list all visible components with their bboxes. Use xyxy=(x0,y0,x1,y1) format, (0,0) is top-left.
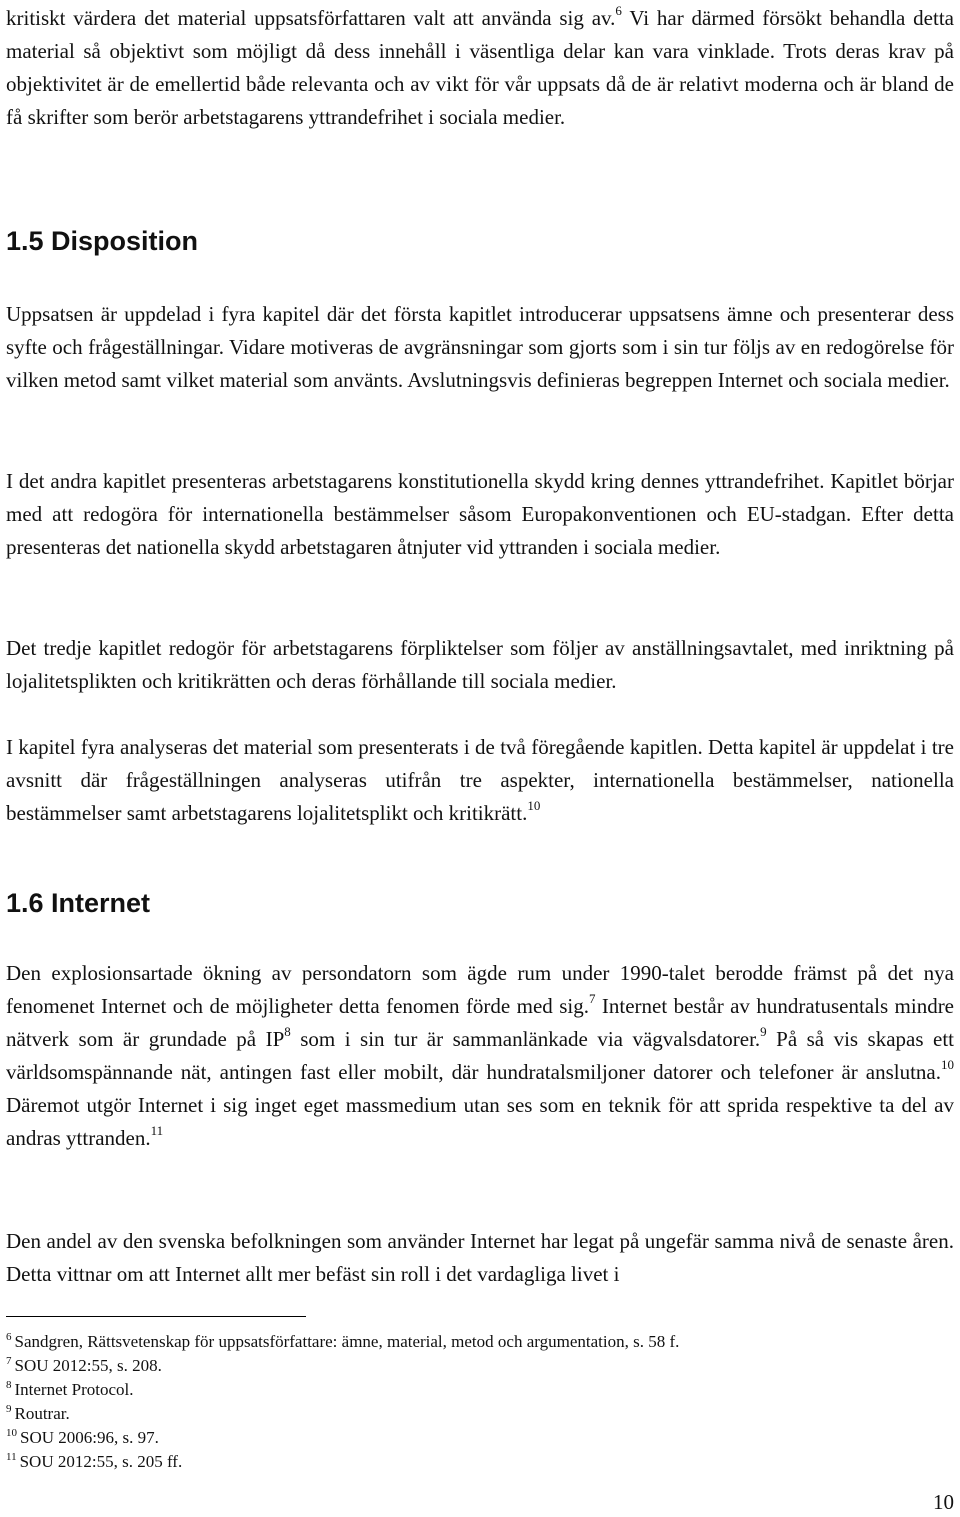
footnote-text: Sandgren, Rättsvetenskap för uppsatsförfattare: ämne, material, metod och argumentation, s. 58 f. xyxy=(14,1332,680,1351)
footnote-ref: 10 xyxy=(941,1057,954,1072)
footnote-number: 6 xyxy=(6,1331,12,1343)
footnote-number: 10 xyxy=(6,1427,17,1439)
footnote-text: Routrar. xyxy=(14,1404,70,1423)
footnote-number: 7 xyxy=(6,1355,12,1367)
internet-paragraph: Den andel av den svenska befolkningen som använder Internet har legat på ungefär samma nivå de senaste åren. Detta vittnar om att Internet allt mer befäst sin roll i det vardagliga livet i xyxy=(6,1229,954,1286)
intro-text: kritiskt värdera det material uppsatsförfattaren valt att använda sig av. xyxy=(6,6,616,30)
disposition-paragraph: Det tredje kapitlet redogör för arbetstagarens förpliktelser som följer av anställningsavtalet, med inriktning på lojalitetsplikten och kritikrätten och deras förhållande till sociala medier. xyxy=(6,636,954,693)
disposition-paragraph xyxy=(6,731,954,830)
paragraph-text: Internet består av hundratusentals mindre nätverk som är grundade på IP xyxy=(6,994,955,1051)
paragraph-text: Däremot utgör Internet i sig inget eget massmedium utan ses som en teknik för att sprida respektive ta del av andras yttranden. xyxy=(6,1093,954,1150)
footnote xyxy=(6,1332,679,1352)
footnote-number: 8 xyxy=(6,1379,12,1391)
paragraph-text: Den explosionsartade ökning av persondatorn som ägde rum under 1990-talet berodde främst på det nya fenomenet Internet och de möjligheter detta fenomen förde med sig. xyxy=(6,961,954,1018)
disposition-paragraph: Uppsatsen är uppdelad i fyra kapitel där det första kapitlet introducerar uppsatsens ämne och presenterar dess syfte och frågeställningar. Vidare motiveras de avgränsningar som gjorts som i sin tur följs av en redogörelse för vilken metod samt vilket material som använts. Avslutningsvis definieras begreppen Internet och sociala medier. xyxy=(6,302,954,392)
section-heading-disposition: 1.5 Disposition xyxy=(6,226,199,256)
footnote-divider xyxy=(6,1316,306,1317)
internet-paragraph xyxy=(6,957,954,1155)
intro-paragraph xyxy=(6,2,954,134)
footnote-ref: 6 xyxy=(615,3,622,18)
footnote xyxy=(6,1356,162,1376)
footnote-ref: 11 xyxy=(150,1123,164,1138)
footnote-text: Internet Protocol. xyxy=(14,1380,134,1399)
paragraph-text: I kapitel fyra analyseras det material som presenterats i de två föregående kapitlen. Detta kapitel är uppdelat i tre avsnitt där frågeställningen analyseras utifrån tre aspekter, internationella bestämmelser, nationella bestämmelser samt arbetstagarens lojalitetsplikt och kritikrätt. xyxy=(6,735,954,825)
footnote-ref: 7 xyxy=(588,991,596,1006)
footnote-text: SOU 2012:55, s. 205 ff. xyxy=(19,1452,183,1471)
footnote xyxy=(6,1404,70,1424)
section-heading-internet: 1.6 Internet xyxy=(6,888,151,918)
page-number: 10 xyxy=(933,1490,954,1514)
footnote-number: 9 xyxy=(6,1403,12,1415)
footnote-number: 11 xyxy=(6,1451,17,1463)
footnote-ref: 8 xyxy=(284,1024,291,1039)
footnote xyxy=(6,1452,182,1472)
disposition-paragraph: I det andra kapitlet presenteras arbetstagarens konstitutionella skydd kring dennes yttrandefrihet. Kapitlet börjar med att redogöra för internationella bestämmelser såsom Europakonventionen och EU-stadgan. Efter detta presenteras det nationella skydd arbetstagaren åtnjuter vid yttranden i sociala medier. xyxy=(6,469,954,559)
footnote-ref: 10 xyxy=(527,798,541,813)
footnote xyxy=(6,1380,133,1400)
footnote xyxy=(6,1428,159,1448)
footnote-ref: 9 xyxy=(760,1024,767,1039)
intro-text: Vi har därmed försökt behandla detta material så objektivt som möjligt då dess innehåll i väsentliga delar kan vara vinklade. Trots deras krav på objektivitet är de emellertid både relevanta och av vikt för vår uppsats då de är relativt moderna och är bland de få skrifter som berör arbetstagarens yttrandefrihet i sociala medier. xyxy=(6,6,954,129)
paragraph-text: som i sin tur är sammanlänkade via vägvalsdatorer. xyxy=(290,1027,761,1051)
paragraph-text: På så vis skapas ett världsomspännande nät, antingen fast eller mobilt, där hundratalsmiljoner datorer och telefoner är anslutna. xyxy=(6,1027,954,1084)
footnote-text: SOU 2012:55, s. 208. xyxy=(14,1356,162,1375)
footnote-text: SOU 2006:96, s. 97. xyxy=(20,1428,159,1447)
